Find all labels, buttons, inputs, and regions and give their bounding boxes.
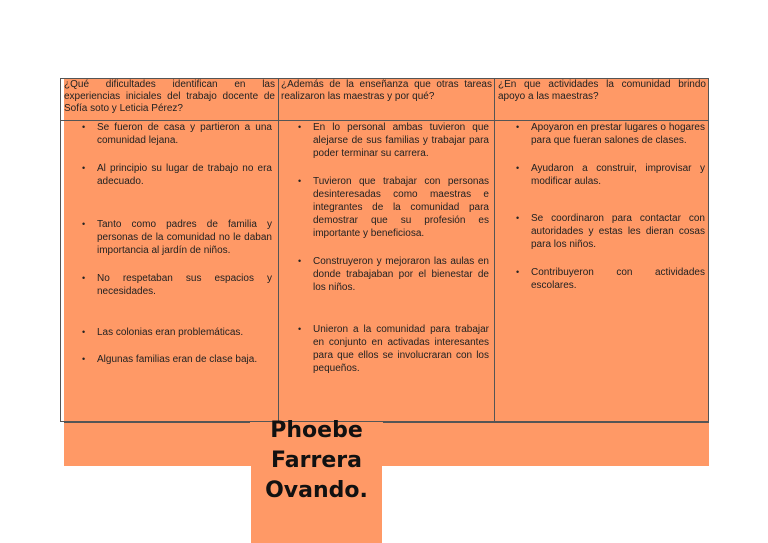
list-item: • Al principio su lugar de trabajo no era adecuado. [82, 163, 272, 187]
list-item: • Se coordinaron para contactar con autoridades y estas les dieran cosas para los niños. [516, 213, 705, 250]
list-item: • Algunas familias eran de clase baja. [82, 354, 258, 365]
list-item: • Ayudaron a construir, improvisar y modificar aulas. [516, 163, 705, 187]
header-difficulties: ¿Qué dificultades identifican en las experiencias iniciales del trabajo docente de Sofía soto y Leticia Pérez? [64, 79, 275, 114]
column-divider [494, 79, 495, 421]
list-item: • Tuvieron que trabajar con personas desinteresadas como maestras e integrantes de la comunidad para demostrar que su profesión es importante y beneficiosa. [298, 176, 489, 239]
header-community-support: ¿En que actividades la comunidad brindo apoyo a las maestras? [498, 79, 706, 102]
author-last-name-2: Ovando. [265, 478, 368, 503]
list-item: • Se fueron de casa y partieron a una comunidad lejana. [82, 122, 272, 146]
list-item: • Tanto como padres de familia y personas de la comunidad no le daban importancia al jardín de niños. [82, 219, 272, 256]
list-item: • Unieron a la comunidad para trabajar en conjunto en activadas interesantes para que ellos se involucraran con los pequeños. [298, 324, 489, 374]
author-first-name: Phoebe [270, 418, 363, 443]
community-support-list [516, 121, 705, 292]
header-other-tasks: ¿Además de la enseñanza que otras tareas realizaron las maestras y por qué? [281, 79, 492, 102]
list-item: • Apoyaron en prestar lugares o hogares para que fueran salones de clases. [516, 122, 705, 146]
column-divider [278, 79, 279, 421]
list-item: • Las colonias eran problemáticas. [82, 327, 244, 338]
other-tasks-list [298, 121, 489, 375]
list-item: • Construyeron y mejoraron las aulas en donde trabajaban por el bienestar de los niños. [298, 256, 489, 293]
difficulties-list [82, 121, 272, 366]
list-item: • Contribuyeron con actividades escolares. [516, 267, 705, 291]
comparison-table [60, 78, 709, 422]
list-item: • En lo personal ambas tuvieron que alejarse de sus familias y trabajar para poder terminar su carrera. [298, 122, 489, 159]
author-name [251, 416, 382, 506]
bottom-rule-left [64, 422, 250, 423]
bottom-rule-right [383, 422, 709, 423]
list-item: • No respetaban sus espacios y necesidades. [82, 273, 272, 297]
author-last-name-1: Farrera [271, 448, 362, 473]
